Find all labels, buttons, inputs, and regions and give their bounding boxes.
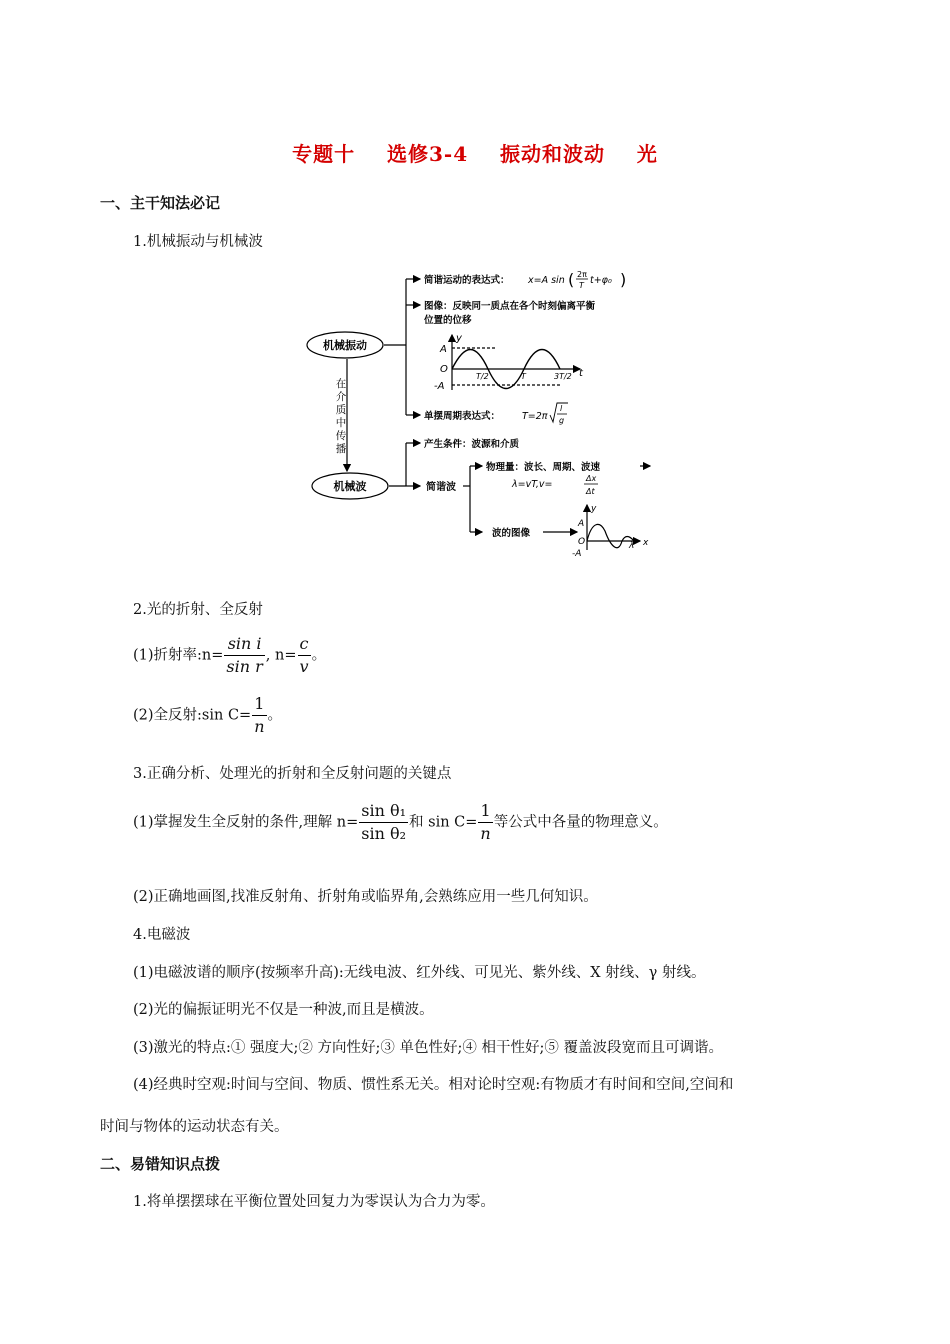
expr-den: T <box>579 281 584 290</box>
section-heading-main-knowledge: 一、主干知法必记 <box>100 194 221 212</box>
total-reflection-line <box>133 693 282 738</box>
vertical-label-char: 播 <box>335 443 347 455</box>
svg-text:): ) <box>620 270 627 289</box>
key-point-1-line <box>133 800 668 845</box>
mistake-item-1: 1.将单摆摆球在平衡位置处回复力为零误认为合力为零。 <box>133 1194 495 1210</box>
vertical-label-char: 中 <box>335 417 347 429</box>
expr-prefix: 简谐运动的表达式： <box>424 275 510 286</box>
period-num: l <box>560 404 563 413</box>
wave-speed-formula: λ=vT,v= <box>512 479 553 490</box>
axis-y-label: y <box>456 333 462 344</box>
page-title: 专题十 选修3-4 振动和波动 光 <box>292 142 658 166</box>
vertical-label-char: 介 <box>335 391 347 403</box>
fraction-numerator: sin i <box>224 633 264 656</box>
total-reflection-end: 。 <box>267 707 283 724</box>
fraction-1-over-n <box>478 800 492 845</box>
speed-num: Δx <box>586 474 597 483</box>
fraction-sin-i-over-sin-r <box>224 633 264 678</box>
tick-three-half-period: 3T/2 <box>554 372 572 381</box>
origin-label: O <box>440 364 448 375</box>
refractive-index-prefix: (1)折射率:n= <box>133 647 224 664</box>
period-den: g <box>559 416 565 425</box>
svg-text:(: ( <box>568 270 575 289</box>
fraction-numerator: sin θ₁ <box>359 800 408 823</box>
em-point-2: (2)光的偏振证明光不仅是一种波,而且是横波。 <box>133 1002 434 1018</box>
key-point-1-mid: 和 sin C= <box>409 814 478 831</box>
fraction-numerator: 1 <box>252 693 266 716</box>
refractive-index-end: 。 <box>311 647 327 664</box>
graph-desc-line1: 图像：反映同一质点在各个时刻偏离平衡 <box>424 301 596 312</box>
period-prefix: 单摆周期表达式： <box>424 411 501 422</box>
fraction-1-over-n <box>252 693 266 738</box>
fraction-sin-theta <box>359 800 408 845</box>
vertical-label-char: 传 <box>335 430 347 442</box>
item-mechanical-vibration-wave: 1.机械振动与机械波 <box>133 234 263 250</box>
total-reflection-prefix: (2)全反射:sin C= <box>133 707 252 724</box>
wave-node: 机械波 <box>333 480 367 493</box>
fraction-numerator: c <box>298 633 311 656</box>
fraction-c-over-v <box>298 633 311 678</box>
refractive-index-line <box>133 633 326 678</box>
period-formula: T=2π <box>522 411 548 422</box>
vibration-wave-concept-diagram <box>300 265 660 560</box>
fraction-denominator: sin r <box>226 657 263 676</box>
expr-num: 2π <box>577 270 587 279</box>
key-point-2: (2)正确地画图,找准反射角、折射角或临界角,会熟练应用一些几何知识。 <box>133 889 598 905</box>
em-point-4-line2: 时间与物体的运动状态有关。 <box>100 1119 289 1135</box>
tick-period: T <box>521 372 526 381</box>
graph-desc-line2: 位置的位移 <box>424 315 472 326</box>
key-point-1-prefix: (1)掌握发生全反射的条件,理解 n= <box>133 814 359 831</box>
refractive-index-mid: , n= <box>265 647 297 664</box>
fraction-denominator: n <box>480 824 491 843</box>
item-key-points: 3.正确分析、处理光的折射和全反射问题的关键点 <box>133 766 452 782</box>
expr-x: x=A sin <box>528 275 565 286</box>
section-heading-common-mistakes: 二、易错知识点拨 <box>100 1155 221 1173</box>
small-amplitude: A <box>578 519 585 529</box>
amplitude-label: A <box>440 344 447 355</box>
vertical-label-char: 在 <box>335 378 347 390</box>
wave-condition: 产生条件：波源和介质 <box>424 439 520 450</box>
vibration-node: 机械振动 <box>323 339 367 352</box>
speed-den: Δt <box>586 487 595 496</box>
vertical-label-char: 质 <box>335 404 347 416</box>
simple-wave-label: 简谐波 <box>426 482 456 493</box>
key-point-1-end: 等公式中各量的物理意义。 <box>493 814 668 831</box>
expr-tail: t+φ₀ <box>590 275 612 286</box>
fraction-denominator: n <box>254 717 265 736</box>
fraction-numerator: 1 <box>478 800 492 823</box>
wave-quantities: 物理量：波长、周期、波速 <box>486 462 601 473</box>
wave-graph-label: 波的图像 <box>492 528 531 539</box>
neg-amplitude-label: -A <box>434 381 445 392</box>
item-refraction-total-reflection: 2.光的折射、全反射 <box>133 602 263 618</box>
tick-half-period: T/2 <box>476 372 489 381</box>
axis-t-label: t <box>579 368 583 379</box>
small-neg-amplitude: -A <box>572 549 582 559</box>
small-axis-x: x <box>643 538 649 548</box>
lambda-label: λ <box>629 541 635 551</box>
small-origin: O <box>578 537 586 547</box>
fraction-denominator: sin θ₂ <box>361 824 407 843</box>
em-point-4-line1: (4)经典时空观:时间与空间、物质、惯性系无关。相对论时空观:有物质才有时间和空间,空间和 <box>133 1077 734 1093</box>
item-electromagnetic-wave: 4.电磁波 <box>133 927 191 943</box>
small-axis-y: y <box>591 504 597 514</box>
fraction-denominator: v <box>299 657 309 676</box>
em-point-1: (1)电磁波谱的顺序(按频率升高):无线电波、红外线、可见光、紫外线、X 射线、γ 射线。 <box>133 965 706 981</box>
em-point-3: (3)激光的特点:① 强度大;② 方向性好;③ 单色性好;④ 相干性好;⑤ 覆盖波段宽而且可调谐。 <box>133 1040 724 1056</box>
